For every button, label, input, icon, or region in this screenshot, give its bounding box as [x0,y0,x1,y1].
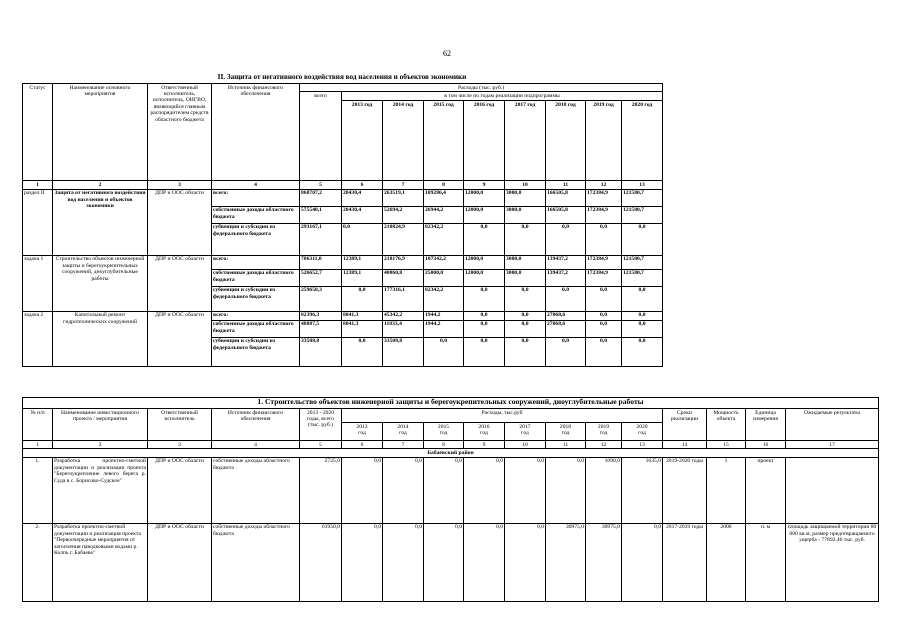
value-cell: 30975,0 [546,523,586,601]
year-value: 2017 [519,423,531,430]
value-cell: 1944,2 [424,320,464,337]
year-suffix: год [521,429,529,436]
year-value: 2019 [597,423,610,430]
value-cell: 0,0 [464,286,505,311]
value-cell: 12000,0 [464,189,505,206]
value-cell: 12389,1 [342,255,383,269]
header-results: Ожидаемые результаты [786,409,879,441]
value-cell: 12000,0 [464,269,505,286]
terms-cell: 2019-2020 годы [663,457,707,523]
value-cell: 0,0 [505,523,546,601]
value-cell: 26944,2 [424,206,464,223]
value-cell: 3000,0 [505,189,546,206]
value-cell: 3000,0 [505,206,546,223]
project-name: Разработка проектно-сметной документации и реализация проекта "Первоочередные мероприятия от затопления паводковыми водами р. Колпь г. Бабаево" [53,523,148,601]
value-cell: 12000,0 [464,206,505,223]
activity-name: Капитальный ремонт гидротехнических сооружений [53,311,148,366]
column-number: 1 [23,441,53,449]
value-cell: 0,0 [622,320,663,337]
year-value: 2016 [478,423,490,430]
value-cell: 0,0 [622,337,663,366]
column-number: 2 [53,441,148,449]
source-cell: собственные доходы областного бюджета [212,320,300,337]
unit-cell: п. м [746,523,786,601]
source-cell: субвенции и субсидии из федерального бюджета [212,286,300,311]
column-number: 15 [707,441,746,449]
column-number: 7 [383,441,424,449]
value-cell: 139437,2 [546,255,586,269]
value-cell: 172384,9 [586,189,622,206]
value-cell: 0,0 [464,311,505,320]
value-cell: 82396,3 [300,311,342,320]
value-cell: 82342,2 [424,223,464,255]
value-cell: 172384,9 [586,255,622,269]
column-number: 11 [546,181,586,189]
source-cell: субвенции и субсидии из федерального бюджета [212,337,300,366]
column-number: 4 [212,441,300,449]
value-cell: 0,0 [546,223,586,255]
value-cell: 20430,4 [342,206,383,223]
source-cell: собственные доходы областного бюджета [212,269,300,286]
value-cell: 27068,6 [546,320,586,337]
header-responsible: Ответственный исполнитель, исполнитель, ОИГВО, являющийся главным распорядителем средств областного бюджета [148,84,212,181]
column-number: 12 [586,181,622,189]
value-cell: 1635,0 [622,457,663,523]
value-cell: 0,0 [342,523,383,601]
header-year: 2018 год [546,101,586,181]
value-cell: 0,0 [464,523,505,601]
header-year: 2019 год [586,101,622,181]
value-cell: 0,0 [464,223,505,255]
project-num: 2. [23,523,53,601]
column-number: 11 [546,441,586,449]
header-source: Источник финансового обеспечения [212,409,300,441]
year-suffix: год [439,429,448,436]
year-suffix: год [480,429,488,436]
value-cell: 166505,8 [546,206,586,223]
value-cell: 0,0 [586,337,622,366]
column-number: 7 [383,181,424,189]
value-cell: 20430,4 [342,189,383,206]
source-cell: собственные доходы областного бюджета [212,523,300,601]
value-cell: 0,0 [505,337,546,366]
value-cell: 786311,0 [300,255,342,269]
value-cell: 121580,7 [622,189,663,206]
value-cell: 0,0 [464,457,505,523]
column-number: 9 [464,181,505,189]
value-cell: 121580,7 [622,255,663,269]
header-year: 2013 год [342,101,383,181]
value-cell: 48887,5 [300,320,342,337]
value-cell: 263519,1 [383,189,424,206]
value-cell: 1090,0 [586,457,622,523]
value-cell: 172384,9 [586,206,622,223]
column-number: 5 [300,441,342,449]
value-cell: 0,0 [622,286,663,311]
column-number: 17 [786,441,879,449]
responsible-cell: ДПР и ООС области [148,457,212,523]
year-suffix: год [599,429,608,436]
value-cell: 0,0 [505,320,546,337]
year-suffix: год [358,429,366,436]
value-cell: 25000,0 [424,269,464,286]
value-cell: 40860,8 [383,269,424,286]
header-year [586,423,622,441]
header-num: № п/п [23,409,53,441]
value-cell: 3000,0 [505,269,546,286]
value-cell: 0,0 [586,311,622,320]
year-value: 2020 [636,423,648,430]
value-cell: 33508,8 [383,337,424,366]
value-cell: 8041,3 [342,311,383,320]
value-cell: 0,0 [586,320,622,337]
value-cell: 0,0 [586,286,622,311]
year-suffix: год [638,429,646,436]
value-cell: 868707,2 [300,189,342,206]
header-year [622,423,663,441]
value-cell: 0,0 [342,337,383,366]
header-capacity: Мощность объекта [707,409,746,441]
column-number: 13 [622,181,663,189]
unit-cell: проект [746,457,786,523]
value-cell: 27068,6 [546,311,586,320]
value-cell: 177316,1 [383,286,424,311]
value-cell: 8041,3 [342,320,383,337]
column-number: 16 [746,441,786,449]
value-cell: 0,0 [505,223,546,255]
source-cell: собственные доходы областного бюджета [212,457,300,523]
status-cell: задача 1 [23,255,53,311]
year-value: 2013 [356,423,368,430]
column-number: 14 [663,441,707,449]
header-year: 2015 год [424,101,464,181]
value-cell: 0,0 [546,337,586,366]
responsible-cell: ДПР и ООС области [148,189,212,255]
financing-table [22,83,663,367]
capacity-cell: 2000 [707,523,746,601]
results-cell: площадь защищаемой территории 80 000 кв.м, размер предотвращаемого ущерба - 77892,46 тыс. руб. [786,523,879,601]
value-cell: 30975,0 [586,523,622,601]
value-cell: 0,0 [622,311,663,320]
project-name: Разработка проектно-сметной документации и реализация проекта "Берегоукрепление левого берега р. Суда в с. Борисово-Судское" [53,457,148,523]
value-cell: 52694,2 [383,206,424,223]
value-cell: 0,0 [342,457,383,523]
value-cell: 12389,1 [342,269,383,286]
year-value: 2018 [559,423,572,430]
column-number: 9 [464,441,505,449]
capacity-cell: 1 [707,457,746,523]
value-cell: 0,0 [342,223,383,255]
value-cell: 0,0 [424,337,464,366]
column-number: 1 [23,181,53,189]
column-number: 2 [53,181,148,189]
column-number: 6 [342,441,383,449]
value-cell: 0,0 [464,337,505,366]
value-cell: 218176,9 [383,255,424,269]
value-cell: 166505,8 [546,189,586,206]
column-number: 4 [212,181,300,189]
value-cell: 575540,1 [300,206,342,223]
value-cell: 0,0 [586,223,622,255]
year-suffix: год [399,429,407,436]
value-cell: 2725,0 [300,457,342,523]
column-number: 10 [505,181,546,189]
header-year [424,423,464,441]
value-cell: 121580,7 [622,269,663,286]
header-terms: Сроки реализации [663,409,707,441]
value-cell: 0,0 [424,457,464,523]
header-unit: Единица измерения [746,409,786,441]
year-value: 2015 [437,423,450,430]
column-number: 12 [586,441,622,449]
column-number: 5 [300,181,342,189]
year-suffix: год [561,429,570,436]
value-cell: 0,0 [622,223,663,255]
value-cell: 3000,0 [505,255,546,269]
value-cell: 0,0 [546,286,586,311]
column-number: 8 [424,181,464,189]
value-cell: 109286,4 [424,189,464,206]
value-cell: 0,0 [342,286,383,311]
column-number: 3 [148,181,212,189]
value-cell: 1944,2 [424,311,464,320]
value-cell: 259658,3 [300,286,342,311]
project-num: 1. [23,457,53,523]
value-cell: 0,0 [383,523,424,601]
header-total: 2013 - 2020 годы, всего (тыс. руб.) [300,409,342,441]
value-cell: 0,0 [505,457,546,523]
district-heading: Бабаевский район [23,449,879,457]
results-cell [786,457,879,523]
header-name: Наименование основного мероприятия [53,84,148,181]
source-cell: всего: [212,255,300,269]
value-cell: 293167,1 [300,223,342,255]
header-expenses: Расходы, тыс.руб [342,409,663,423]
status-cell: задача 2 [23,311,53,366]
investment-projects-table [22,397,879,602]
header-year: 2020 год [622,101,663,181]
value-cell: 0,0 [464,320,505,337]
header-year [342,423,383,441]
header-by-years: в том числе по годам реализации подпрограммы [342,92,663,101]
activity-name: Защита от негативного воздействия вод населения и объектов экономики [53,189,148,255]
value-cell: 139437,2 [546,269,586,286]
value-cell: 0,0 [622,523,663,601]
header-year: 2014 год [383,101,424,181]
responsible-cell: ДПР и ООС области [148,523,212,601]
header-year: 2016 год [464,101,505,181]
section-1-title: 1. Строительство объектов инженерной защиты и берегоукрепительных сооружений, дноуглубительные работы [23,398,879,409]
value-cell: 45342,2 [383,311,424,320]
section-2-title: II. Защита от негативного воздействия вод населения и объектов экономики [217,73,467,81]
header-name: Наименование инвестиционного проекта / мероприятия [53,409,148,441]
status-cell: раздел II [23,189,53,255]
value-cell: 210824,9 [383,223,424,255]
header-source: Источник финансового обеспечения [212,84,300,181]
value-cell: 121580,7 [622,206,663,223]
value-cell: 33508,8 [300,337,342,366]
value-cell: 12000,0 [464,255,505,269]
header-year [383,423,424,441]
header-year [505,423,546,441]
value-cell: 0,0 [546,457,586,523]
column-number: 8 [424,441,464,449]
column-number: 10 [505,441,546,449]
value-cell: 172384,9 [586,269,622,286]
responsible-cell: ДПР и ООС области [148,255,212,311]
responsible-cell: ДПР и ООС области [148,311,212,366]
header-year: 2017 год [505,101,546,181]
header-responsible: Ответственный исполнитель [148,409,212,441]
header-total: всего [300,92,342,181]
value-cell: 82342,2 [424,286,464,311]
terms-cell: 2017-2019 годы [663,523,707,601]
value-cell: 11833,4 [383,320,424,337]
value-cell: 0,0 [505,286,546,311]
header-status: Статус [23,84,53,181]
value-cell: 0,0 [424,523,464,601]
header-year [464,423,505,441]
source-cell: субвенции и субсидии из федерального бюджета [212,223,300,255]
column-number: 3 [148,441,212,449]
column-number: 13 [622,441,663,449]
page-number: 62 [443,49,451,58]
source-cell: всего: [212,311,300,320]
value-cell: 61950,0 [300,523,342,601]
source-cell: собственные доходы областного бюджета [212,206,300,223]
column-number: 6 [342,181,383,189]
year-value: 2014 [397,423,409,430]
value-cell: 0,0 [383,457,424,523]
value-cell: 0,0 [505,311,546,320]
activity-name: Строительство объектов инженерной защиты и берегоукрепительных сооружений, дноуглубительные работы [53,255,148,311]
value-cell: 526652,7 [300,269,342,286]
source-cell: всего: [212,189,300,206]
value-cell: 107342,2 [424,255,464,269]
header-expenses: Расходы (тыс. руб.) [300,84,663,92]
header-year [546,423,586,441]
